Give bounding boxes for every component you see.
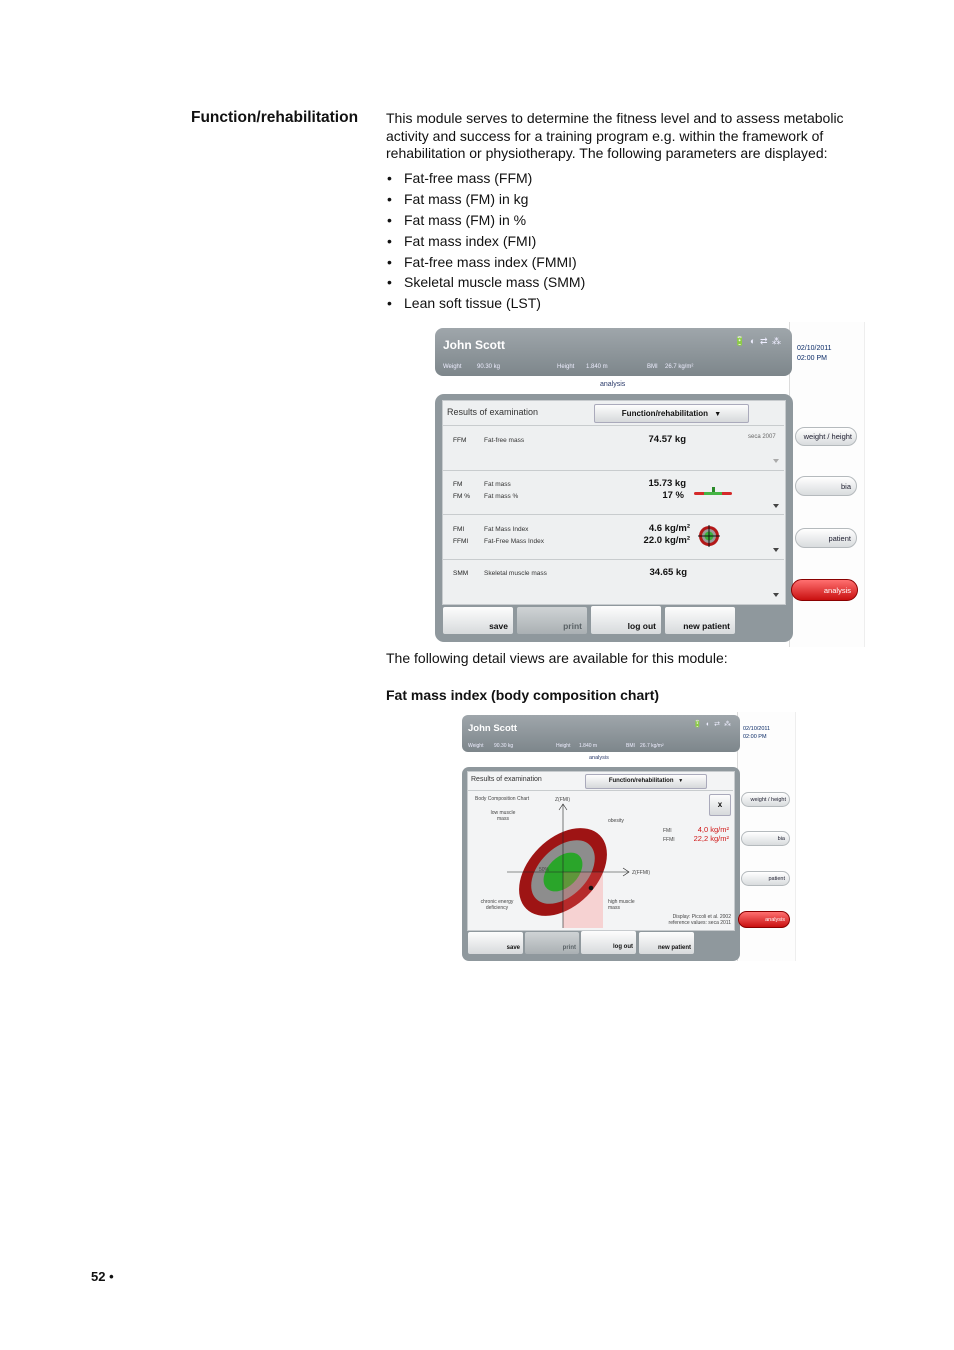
- bmi-value: 26.7 kg/m²: [640, 743, 664, 749]
- height-value: 1.840 m: [586, 364, 608, 370]
- expand-caret-icon[interactable]: [773, 504, 779, 508]
- fm-marker-icon: [712, 487, 715, 492]
- quadrant-low-muscle-mass: low muscle mass: [490, 810, 516, 822]
- patient-button[interactable]: patient: [795, 528, 857, 548]
- reference-values: reference values: seca 2011: [668, 920, 731, 926]
- height-label: Height: [557, 364, 575, 370]
- smm-abbr: SMM: [453, 570, 469, 577]
- date-text: 02/10/2011: [743, 726, 771, 732]
- print-button[interactable]: print: [517, 607, 587, 634]
- expand-caret-icon[interactable]: [773, 459, 779, 463]
- close-icon: x: [717, 800, 723, 809]
- patient-header: [435, 328, 792, 376]
- row-divider: [442, 514, 784, 515]
- weight-value: 90.30 kg: [494, 743, 514, 749]
- height-value: 1.840 m: [579, 743, 598, 749]
- chart-title: Body Composition Chart: [475, 796, 530, 802]
- fmi-value: 4,0 kg/m²: [697, 825, 729, 834]
- fmp-abbr: FM %: [453, 493, 470, 500]
- patient-point: [589, 886, 594, 891]
- x-axis-label: Z(FFMI): [632, 870, 651, 876]
- module-dropdown[interactable]: [594, 404, 749, 423]
- module-dropdown-label: Function/rehabilitation: [621, 409, 709, 418]
- bmi-value: 26.7 kg/m²: [665, 364, 694, 370]
- y-axis-label: Z(FMI): [555, 797, 570, 803]
- chart-highlight-quadrant: [563, 872, 603, 928]
- patient-header: [462, 715, 740, 752]
- analysis-button[interactable]: analysis: [738, 911, 790, 928]
- detail-views-text: The following detail views are available for this module:: [386, 650, 728, 666]
- patient-name: John Scott: [468, 723, 518, 734]
- time-text: 02:00 PM: [797, 355, 827, 362]
- chevron-down-icon: ▼: [714, 411, 722, 418]
- height-label: Height: [556, 743, 571, 749]
- parameter-list: [386, 169, 585, 315]
- ffm-source: seca 2007: [748, 434, 776, 440]
- row-divider: [442, 470, 784, 471]
- results-title: Results of examination: [471, 776, 542, 783]
- fmi-desc: Fat Mass Index: [484, 526, 529, 533]
- save-button[interactable]: save: [443, 607, 513, 634]
- ffmi-abbr: FFMI: [453, 538, 469, 545]
- bia-button[interactable]: bia: [795, 476, 857, 496]
- expand-caret-icon[interactable]: [773, 548, 779, 552]
- fm-desc: Fat mass: [484, 481, 511, 488]
- status-icons: 🔋 ◐ ⇄ ⁂: [734, 336, 782, 346]
- fm-range-normal: [704, 492, 722, 495]
- quadrant-obesity: obesity: [608, 818, 624, 824]
- reference-display: Display: Piccoli et al. 2002: [672, 914, 731, 920]
- save-button[interactable]: save: [468, 932, 523, 954]
- fmp-value: 17 %: [662, 490, 684, 501]
- date-text: 02/10/2011: [797, 345, 832, 352]
- close-button[interactable]: [709, 794, 731, 816]
- target-chart-icon: [698, 525, 720, 547]
- fm-abbr: FM: [453, 481, 463, 488]
- expand-caret-icon[interactable]: [773, 593, 779, 597]
- smm-value: 34.65 kg: [649, 567, 687, 578]
- list-item: • Fat mass (FM) in %: [386, 211, 585, 232]
- fmi-label: FMI: [663, 828, 672, 834]
- module-dropdown-label: Function/rehabilitation: [608, 778, 674, 784]
- weight-height-button[interactable]: weight / height: [795, 427, 857, 446]
- row-divider: [442, 559, 784, 560]
- logout-button[interactable]: log out: [581, 931, 636, 954]
- ffm-value: 74.57 kg: [648, 434, 686, 445]
- list-item: • Fat mass index (FMI): [386, 232, 585, 253]
- print-button[interactable]: print: [525, 932, 579, 954]
- nav-breadcrumb: analysis: [589, 755, 609, 761]
- weight-label: Weight: [443, 364, 462, 370]
- intro-paragraph: This module serves to determine the fitness level and to assess metabolic activity and success for a training program e.g. within the framework of rehabilitation or physiotherapy. The following parameters are displayed:: [386, 110, 844, 161]
- quadrant-chronic-energy-deficiency: chronic energy deficiency: [480, 899, 514, 911]
- page-number: 52 •: [91, 1269, 114, 1284]
- center-marker-label: 50%: [539, 867, 550, 873]
- ffmi-label: FFMI: [663, 837, 675, 843]
- new-patient-button[interactable]: new patient: [639, 932, 694, 954]
- analysis-button[interactable]: analysis: [791, 579, 858, 601]
- results-screenshot: [434, 322, 864, 648]
- fmi-value: 4.6 kg/m²: [648, 523, 690, 534]
- bmi-label: BMI: [647, 364, 658, 370]
- row-divider: [467, 790, 733, 791]
- list-item: • Fat-free mass (FFM): [386, 169, 585, 190]
- bia-button[interactable]: bia: [741, 831, 790, 846]
- bmi-label: BMI: [626, 743, 635, 749]
- ffmi-desc: Fat-Free Mass Index: [484, 538, 544, 545]
- module-dropdown[interactable]: [585, 774, 707, 789]
- fm-value: 15.73 kg: [648, 478, 686, 489]
- nav-breadcrumb: analysis: [600, 381, 626, 388]
- logout-button[interactable]: log out: [591, 606, 661, 634]
- ffm-abbr: FFM: [453, 437, 467, 444]
- fmp-desc: Fat mass %: [484, 493, 519, 500]
- weight-value: 90.30 kg: [477, 364, 501, 370]
- chevron-down-icon: ▼: [678, 778, 684, 784]
- weight-label: Weight: [468, 743, 484, 749]
- weight-height-button[interactable]: weight / height: [741, 792, 790, 807]
- smm-desc: Skeletal muscle mass: [484, 570, 547, 577]
- row-divider: [442, 425, 784, 426]
- ffmi-value: 22.0 kg/m²: [643, 535, 690, 546]
- list-item: • Lean soft tissue (LST): [386, 294, 585, 315]
- fmi-abbr: FMI: [453, 526, 465, 533]
- section-title: Function/rehabilitation: [191, 109, 359, 126]
- list-item: • Fat-free mass index (FMMI): [386, 253, 585, 274]
- list-item: • Skeletal muscle mass (SMM): [386, 273, 585, 294]
- results-title: Results of examination: [447, 407, 539, 417]
- chart-screenshot: [461, 712, 795, 962]
- quadrant-high-muscle-mass: high muscle mass: [608, 899, 635, 911]
- ffm-desc: Fat-free mass: [484, 437, 525, 444]
- patient-name: John Scott: [443, 338, 505, 352]
- patient-button[interactable]: patient: [741, 871, 790, 886]
- time-text: 02:00 PM: [743, 734, 767, 740]
- status-icons: 🔋 ◐ ⇄ ⁂: [693, 721, 732, 728]
- subheading: Fat mass index (body composition chart): [386, 687, 660, 703]
- ffmi-value: 22,2 kg/m²: [693, 834, 729, 843]
- new-patient-button[interactable]: new patient: [665, 607, 735, 634]
- list-item: • Fat mass (FM) in kg: [386, 190, 585, 211]
